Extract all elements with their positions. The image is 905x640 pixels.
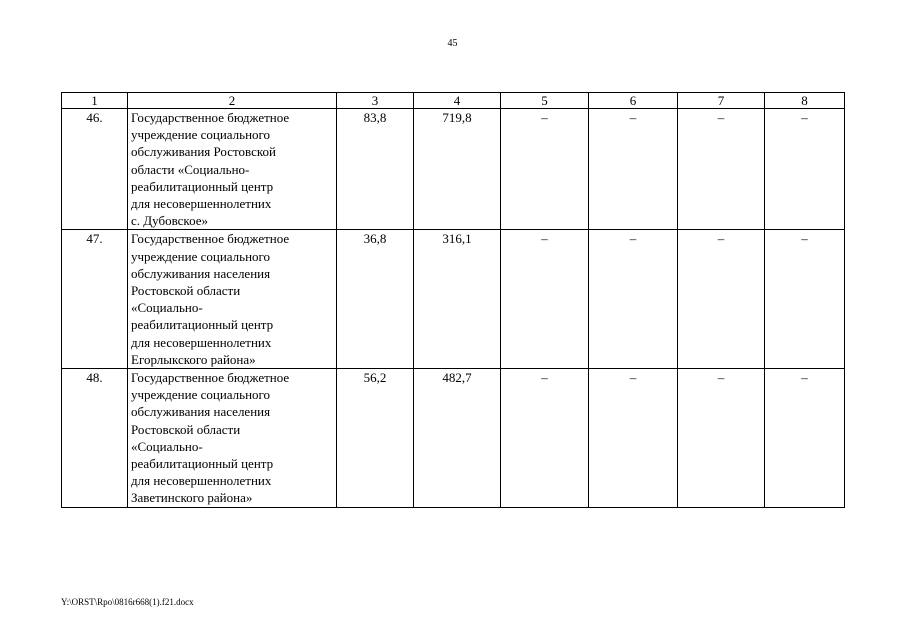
cell-col4: 482,7 <box>414 369 501 508</box>
cell-col3: 36,8 <box>337 230 414 369</box>
cell-col3: 56,2 <box>337 369 414 508</box>
cell-col7: – <box>678 369 765 508</box>
table-row <box>62 230 845 369</box>
cell-col4: 316,1 <box>414 230 501 369</box>
row-number: 47. <box>62 230 128 369</box>
cell-col8: – <box>765 230 845 369</box>
column-header: 8 <box>765 93 845 109</box>
row-number: 46. <box>62 109 128 230</box>
cell-col6: – <box>589 230 678 369</box>
institution-name: Государственное бюджетное учреждение социального обслуживания населения Ростовской области «Социально- реабилитационный центр для несовершеннолетних Заветинского района» <box>128 369 337 508</box>
cell-col8: – <box>765 369 845 508</box>
cell-col4: 719,8 <box>414 109 501 230</box>
column-header: 7 <box>678 93 765 109</box>
cell-col7: – <box>678 109 765 230</box>
column-header: 3 <box>337 93 414 109</box>
cell-col6: – <box>589 369 678 508</box>
table-header-row <box>62 93 845 109</box>
cell-col5: – <box>501 109 589 230</box>
column-header: 1 <box>62 93 128 109</box>
cell-col3: 83,8 <box>337 109 414 230</box>
column-header: 6 <box>589 93 678 109</box>
column-header: 5 <box>501 93 589 109</box>
table-row <box>62 369 845 508</box>
cell-col5: – <box>501 230 589 369</box>
column-header: 4 <box>414 93 501 109</box>
cell-col7: – <box>678 230 765 369</box>
cell-col6: – <box>589 109 678 230</box>
budget-table <box>61 92 845 508</box>
column-header: 2 <box>128 93 337 109</box>
institution-name: Государственное бюджетное учреждение социального обслуживания населения Ростовской области «Социально- реабилитационный центр для несовершеннолетних Егорлыкского района» <box>128 230 337 369</box>
page-number: 45 <box>447 38 458 49</box>
table-row <box>62 109 845 230</box>
row-number: 48. <box>62 369 128 508</box>
cell-col8: – <box>765 109 845 230</box>
cell-col5: – <box>501 369 589 508</box>
institution-name: Государственное бюджетное учреждение социального обслуживания Ростовской области «Социально- реабилитационный центр для несовершеннолетних с. Дубовское» <box>128 109 337 230</box>
file-path-footer: Y:\ORST\Rpo\0816r668(1).f21.docx <box>61 597 194 607</box>
